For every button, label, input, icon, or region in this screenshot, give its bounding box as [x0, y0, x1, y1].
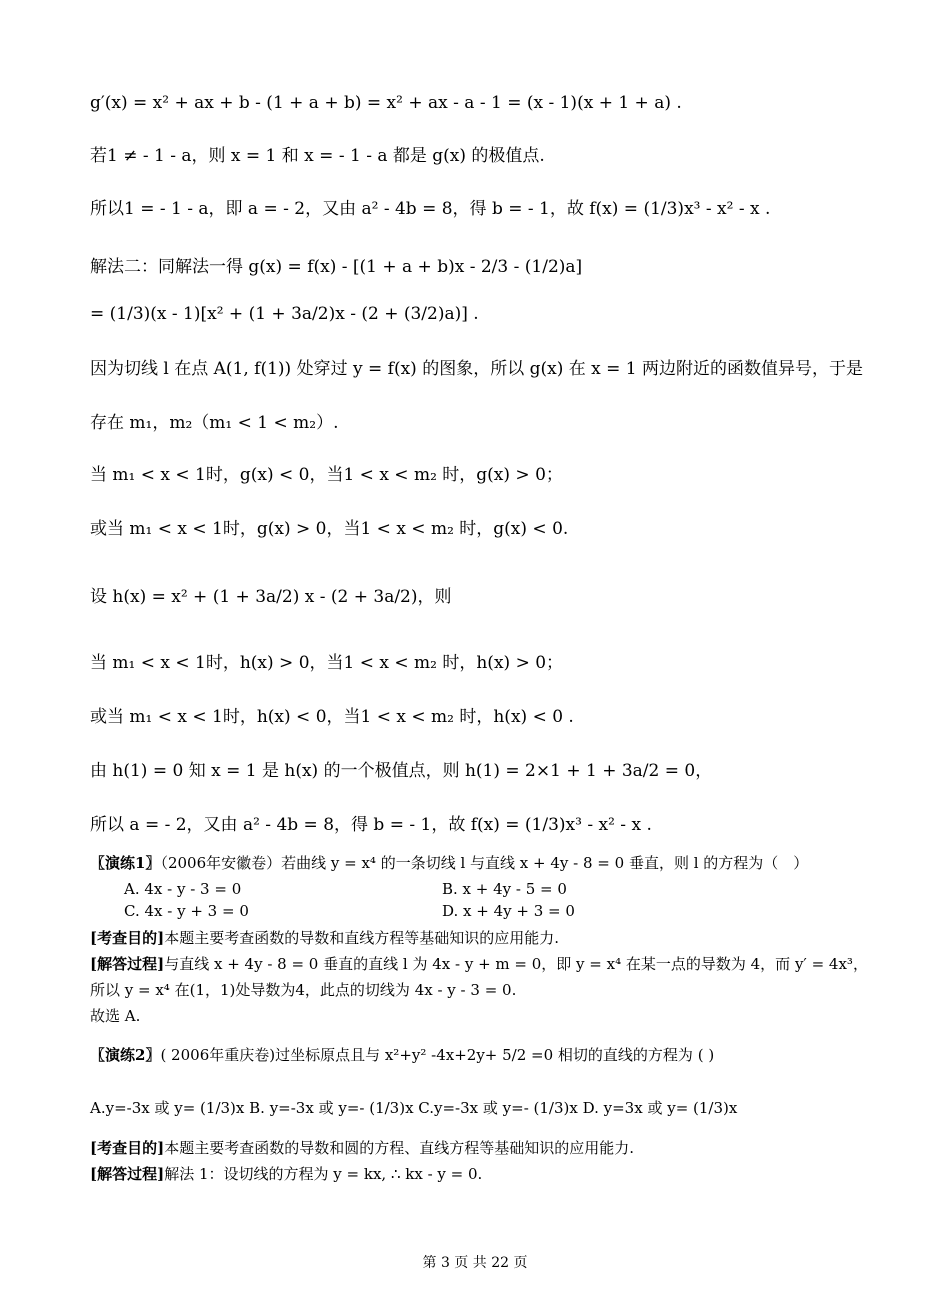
- exercise-1-text: （2006年安徽卷）若曲线 y = x⁴ 的一条切线 l 与直线 x + 4y - 8 = 0 垂直，则 l 的方程为（ ）: [160, 854, 809, 872]
- line-10: 设 h(x) = x² + (1 + 3a/2) x - (2 + 3a/2)，则: [90, 587, 452, 607]
- exercise-2-process: [90, 1163, 482, 1185]
- options-row-2: [124, 900, 575, 922]
- line-5: = (1/3)(x - 1)[x² + (1 + 3a/2)x - (2 + (3/2)a)] .: [90, 304, 479, 324]
- line-13: 由 h(1) = 0 知 x = 1 是 h(x) 的一个极值点，则 h(1) = 2×1 + 1 + 3a/2 = 0，: [90, 761, 713, 781]
- line-12: 或当 m₁ < x < 1时，h(x) < 0，当1 < x < m₂ 时，h(x) < 0 .: [90, 707, 574, 727]
- option-a: A. 4x - y - 3 = 0: [124, 880, 242, 898]
- line-14: 所以 a = - 2，又由 a² - 4b = 8，得 b = - 1，故 f(x) = (1/3)x³ - x² - x .: [90, 815, 652, 835]
- exercise-1-purpose: [90, 927, 559, 949]
- purpose-label: [考查目的]: [90, 929, 165, 947]
- line-3: 所以1 = - 1 - a，即 a = - 2，又由 a² - 4b = 8，得 b = - 1，故 f(x) = (1/3)x³ - x² - x .: [90, 199, 771, 219]
- line-8: 当 m₁ < x < 1时，g(x) < 0，当1 < x < m₂ 时，g(x) > 0；: [90, 465, 563, 485]
- process-label: [解答过程]: [90, 955, 165, 973]
- exercise-2-title: 〖演练2〗: [90, 1046, 161, 1064]
- process-label-2: [解答过程]: [90, 1165, 165, 1183]
- purpose-text-2: 本题主要考查函数的导数和圆的方程、直线方程等基础知识的应用能力.: [164, 1139, 634, 1157]
- options-row-1: [124, 878, 567, 900]
- line-2: 若1 ≠ - 1 - a，则 x = 1 和 x = - 1 - a 都是 g(x) 的极值点.: [90, 146, 545, 166]
- exercise-1-question: [90, 852, 808, 874]
- exercise-2-text: ( 2006年重庆卷)过坐标原点且与 x²+y² -4x+2y+ 5/2 =0 相切的直线的方程为 ( ): [160, 1046, 715, 1064]
- option-b: B. x + 4y - 5 = 0: [442, 880, 567, 898]
- line-6: 因为切线 l 在点 A(1, f(1)) 处穿过 y = f(x) 的图象，所以 g(x) 在 x = 1 两边附近的函数值异号，于是: [90, 359, 864, 379]
- option-c: C. 4x - y + 3 = 0: [124, 902, 249, 920]
- line-1: g′(x) = x² + ax + b - (1 + a + b) = x² + ax - a - 1 = (x - 1)(x + 1 + a) .: [90, 93, 682, 113]
- option-d: D. x + 4y + 3 = 0: [442, 902, 575, 920]
- line-11: 当 m₁ < x < 1时，h(x) > 0，当1 < x < m₂ 时，h(x) > 0；: [90, 653, 564, 673]
- line-4: 解法二：同解法一得 g(x) = f(x) - [(1 + a + b)x - 2/3 - (1/2)a]: [90, 257, 583, 277]
- process-text: 与直线 x + 4y - 8 = 0 垂直的直线 l 为 4x - y + m = 0，即 y = x⁴ 在某一点的导数为 4，而 y′ = 4x³，: [164, 955, 868, 973]
- exercise-1-process: [90, 953, 868, 975]
- exercise-1-process-2: 所以 y = x⁴ 在(1，1)处导数为4，此点的切线为 4x - y - 3 = 0.: [90, 981, 517, 999]
- exercise-2-options: A.y=-3x 或 y= (1/3)x B. y=-3x 或 y=- (1/3)x C.y=-3x 或 y=- (1/3)x D. y=3x 或 y= (1/3)x: [90, 1099, 738, 1117]
- exercise-2-question: [90, 1044, 714, 1066]
- process-text-2: 解法 1：设切线的方程为 y = kx, ∴ kx - y = 0.: [164, 1165, 483, 1183]
- purpose-text: 本题主要考查函数的导数和直线方程等基础知识的应用能力.: [164, 929, 559, 947]
- purpose-label-2: [考查目的]: [90, 1139, 165, 1157]
- line-9: 或当 m₁ < x < 1时，g(x) > 0，当1 < x < m₂ 时，g(x) < 0.: [90, 519, 569, 539]
- exercise-2-purpose: [90, 1137, 634, 1159]
- exercise-1-title: 〖演练1〗: [90, 854, 161, 872]
- page-footer: 第 3 页 共 22 页: [422, 1255, 528, 1271]
- exercise-1-answer: 故选 A.: [90, 1007, 141, 1025]
- line-7: 存在 m₁，m₂（m₁ < 1 < m₂）.: [90, 413, 339, 433]
